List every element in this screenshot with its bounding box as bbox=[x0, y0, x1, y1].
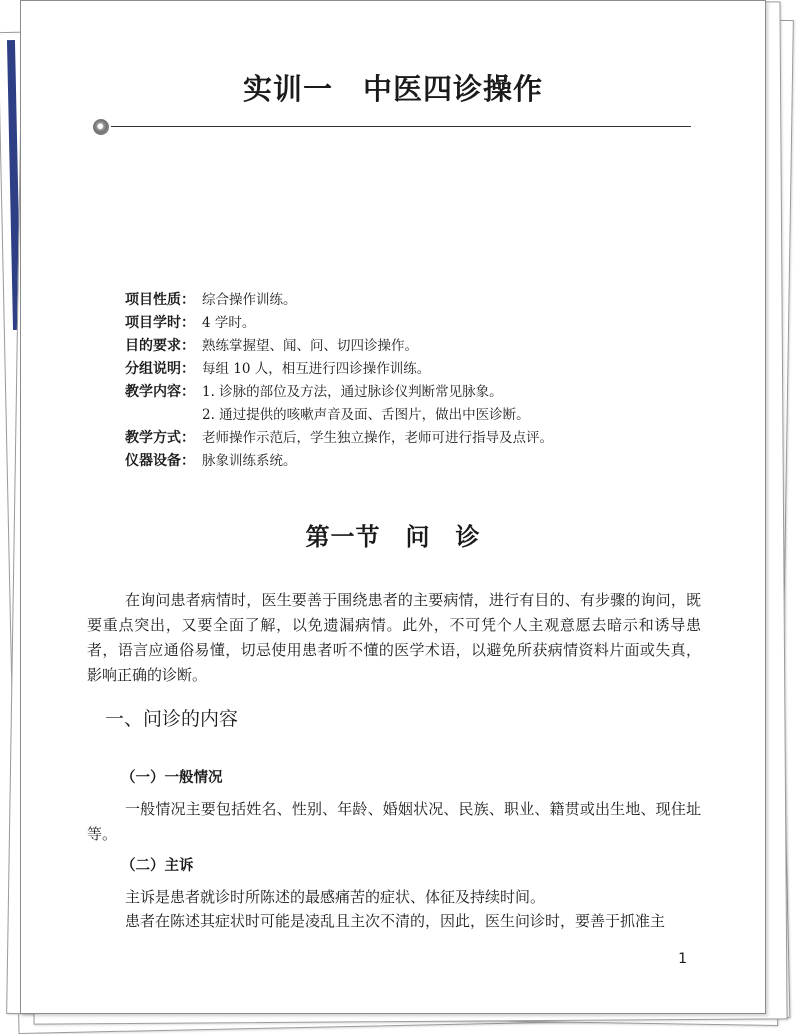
info-label: 项目性质： bbox=[125, 292, 195, 308]
title-divider bbox=[111, 126, 691, 127]
info-label: 仪器设备： bbox=[125, 453, 195, 469]
info-value: 4 学时。 bbox=[202, 315, 256, 331]
info-label: 教学内容： bbox=[125, 384, 195, 400]
heading-level-1: 一、问诊的内容 bbox=[105, 708, 239, 730]
section-title: 第一节 问 诊 bbox=[305, 522, 481, 551]
info-value: 2. 通过提供的咳嗽声音及面、舌图片，做出中医诊断。 bbox=[202, 407, 530, 423]
info-value: 脉象训练系统。 bbox=[202, 453, 297, 469]
info-label: 项目学时： bbox=[125, 315, 195, 331]
info-value: 1. 诊脉的部位及方法，通过脉诊仪判断常见脉象。 bbox=[202, 384, 503, 400]
heading-chief-complaint: （二）主诉 bbox=[121, 858, 194, 874]
rule-bullet-icon bbox=[93, 119, 109, 135]
general-info-paragraph: 一般情况主要包括姓名、性别、年龄、婚姻状况、民族、职业、籍贯或出生地、现住址等。 bbox=[87, 800, 701, 843]
chief-complaint-paragraph-2: 患者在陈述其症状时可能是凌乱且主次不清的，因此，医生问诊时，要善于抓准主 bbox=[125, 912, 666, 930]
info-value: 每组 10 人，相互进行四诊操作训练。 bbox=[202, 361, 431, 377]
intro-paragraph: 在询问患者病情时，医生要善于围绕患者的主要病情，进行有目的、有步骤的询问，既要重点突出，又要全面了解，以免遗漏病情。此外，不可凭个人主观意愿去暗示和诱导患者，语言应通俗易懂，切忌使用患者听不懂的医学术语，以避免所获病情资料片面或失真，影响正确的诊断。 bbox=[87, 591, 701, 684]
info-value: 综合操作训练。 bbox=[202, 292, 297, 308]
info-label: 目的要求： bbox=[125, 338, 195, 354]
heading-general-info: （一）一般情况 bbox=[121, 770, 223, 786]
info-label: 教学方式： bbox=[125, 430, 195, 446]
chapter-title: 实训一 中医四诊操作 bbox=[242, 72, 543, 106]
chief-complaint-paragraph: 主诉是患者就诊时所陈述的最感痛苦的症状、体征及持续时间。 bbox=[125, 888, 546, 906]
page-number: 1 bbox=[678, 951, 687, 967]
info-value: 老师操作示范后，学生独立操作，老师可进行指导及点评。 bbox=[202, 430, 553, 446]
info-label: 分组说明： bbox=[125, 361, 195, 377]
info-value: 熟练掌握望、闻、问、切四诊操作。 bbox=[202, 338, 418, 354]
document-page bbox=[20, 0, 766, 1014]
